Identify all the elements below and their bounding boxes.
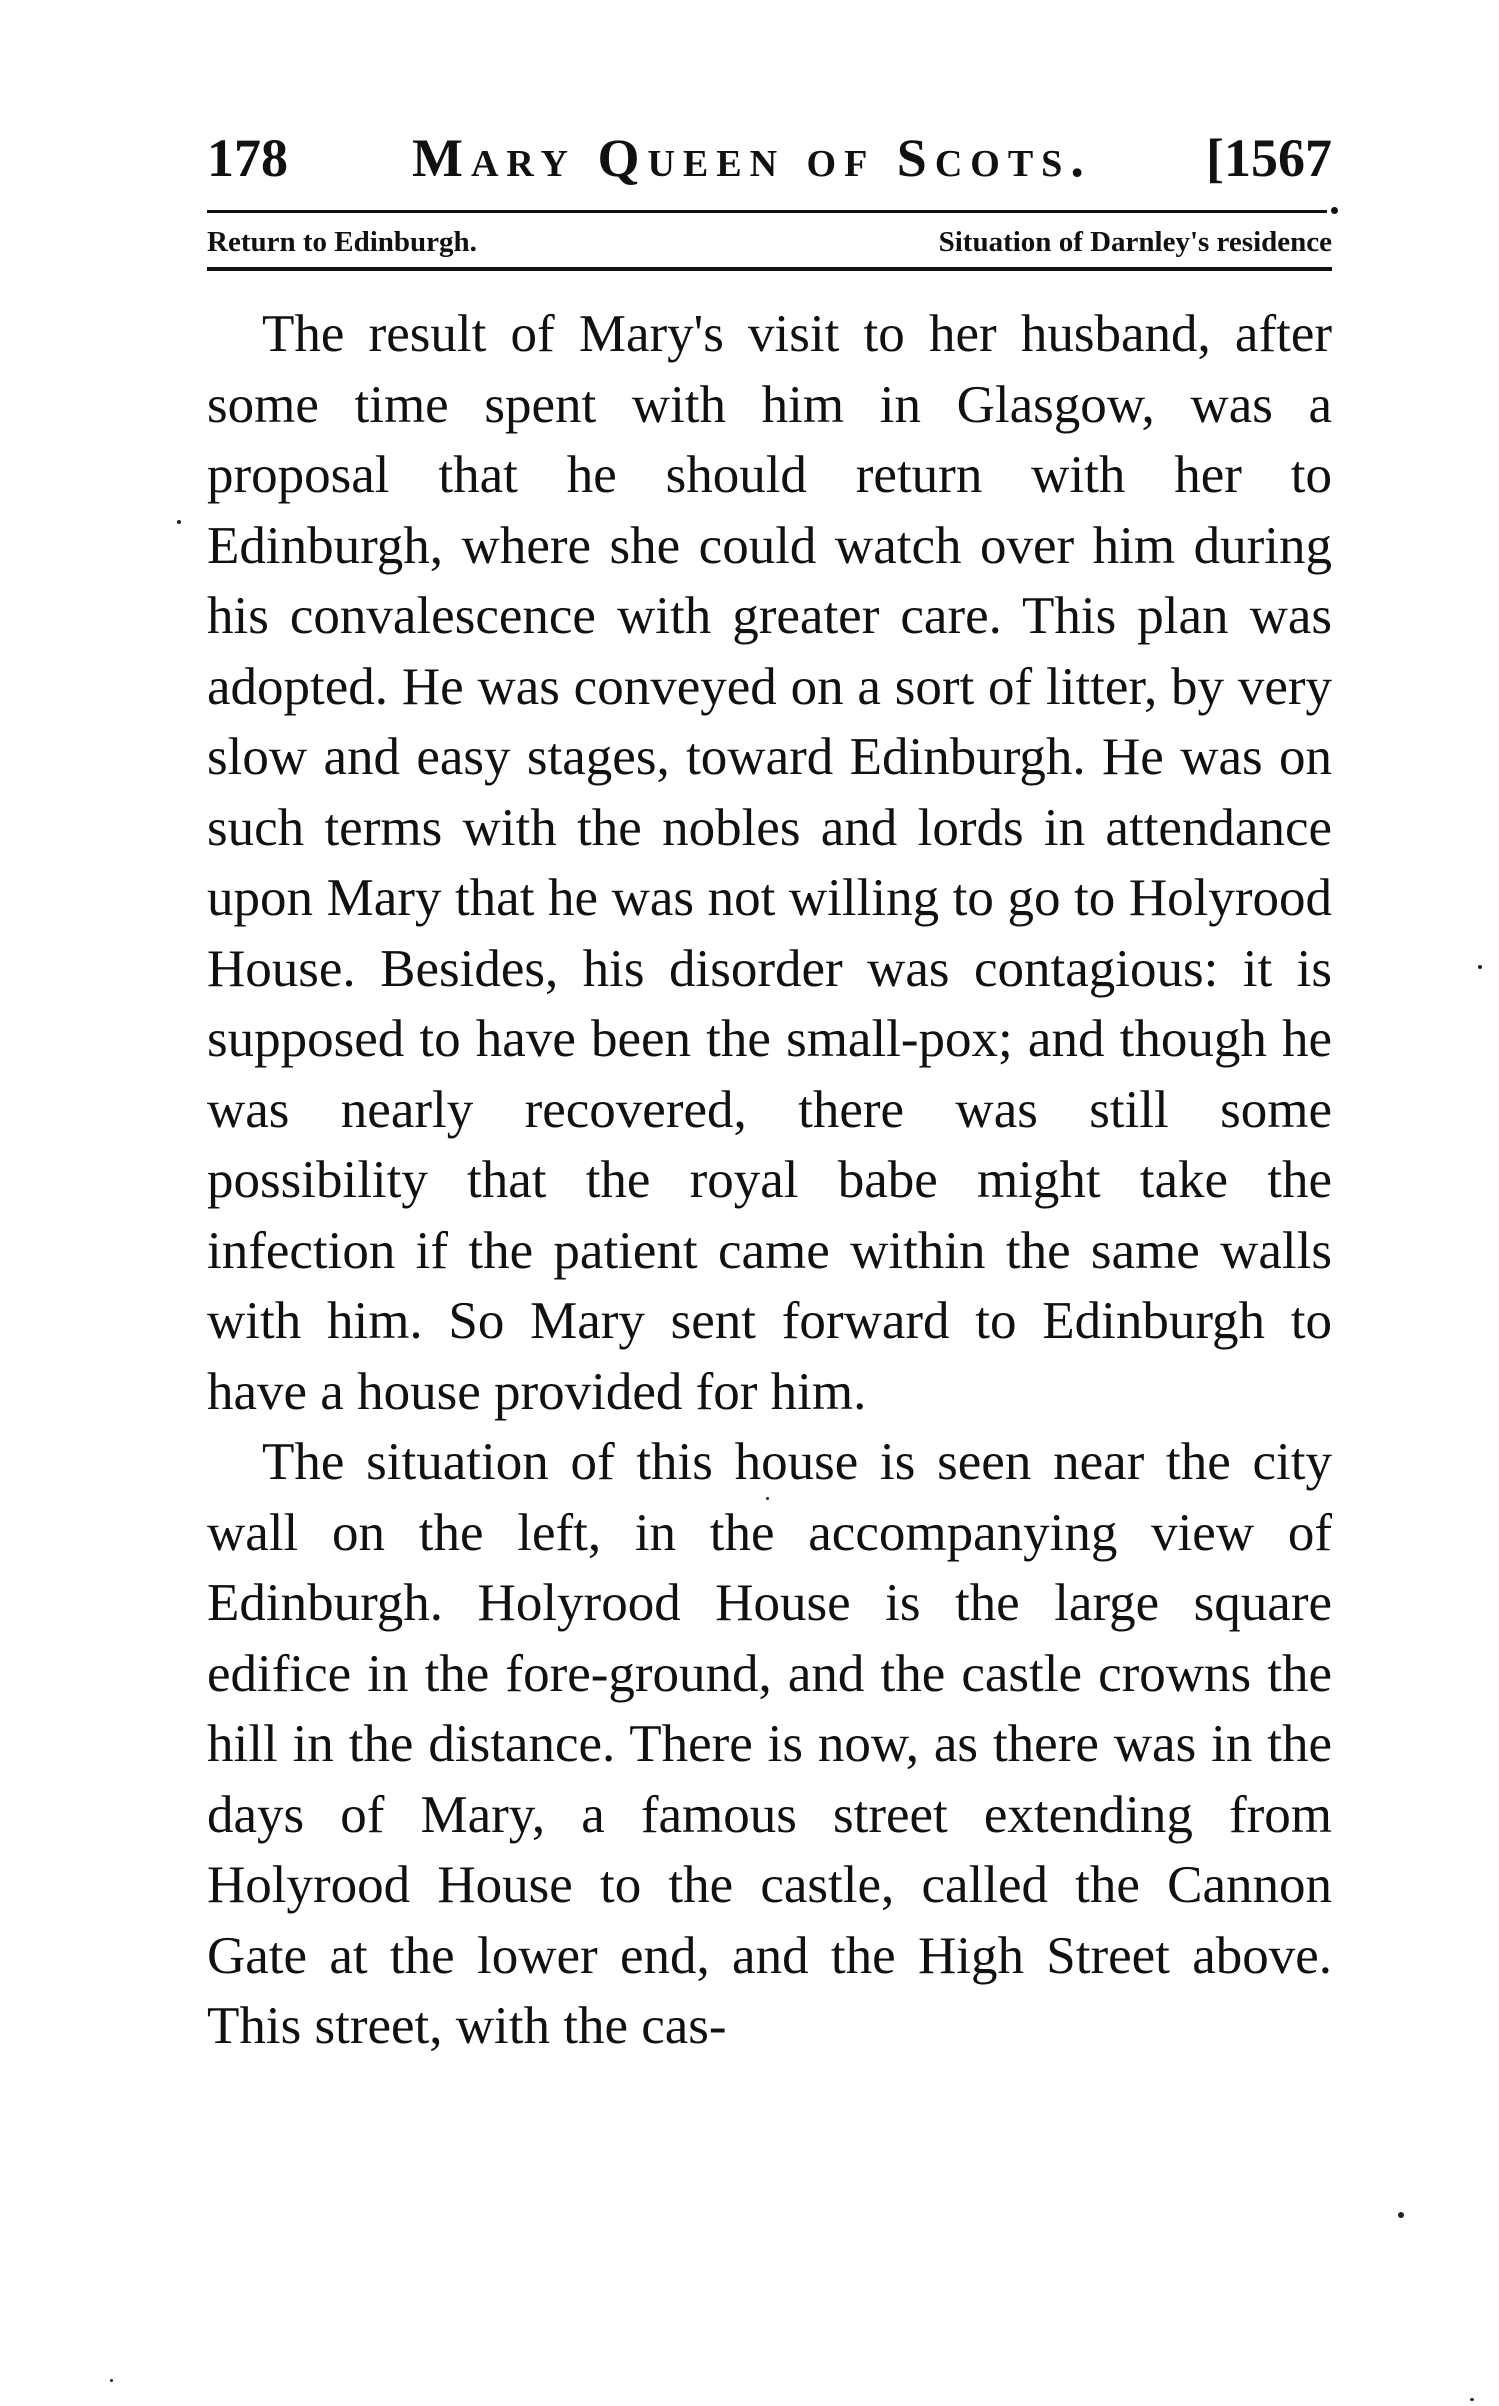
page-number: 178 <box>207 128 288 188</box>
marginal-subheads <box>207 222 1332 262</box>
body-text <box>207 299 1332 2062</box>
scan-speck <box>1398 2212 1404 2218</box>
paragraph-1: The result of Mary's visit to her husband, after some time spent with him in Glasgow, was a proposal that he should return with her to Edinburgh, where she could watch over him during his convalescence with greater care. This plan was adopted. He was conveyed on a sort of litter, by very slow and easy stages, toward Edinburgh. He was on such terms with the nobles and lords in attendance upon Mary that he was not willing to go to Holyrood House. Besides, his disorder was contagious: it is supposed to have been the small-pox; and though he was nearly recovered, there was still some possibility that the royal babe might take the infection if the patient came within the same walls with him. So Mary sent forward to Edinburgh to have a house provided for him. <box>207 305 1332 1421</box>
rule-end-dot <box>1331 207 1338 214</box>
paragraph-2: The situation of this house is seen near the city wall on the left, in the accompanying view of Edinburgh. Holyrood House is the large square edifice in the fore-ground, and the castle crowns the hill in the distance. There is now, as there was in the days of Mary, a famous street extending from Holyrood House to the castle, called the Cannon Gate at the lower end, and the High Street above. This street, with the cas- <box>207 1433 1332 2055</box>
scan-speck <box>177 520 181 524</box>
scan-speck <box>1470 2398 1474 2401</box>
scan-speck <box>766 1497 769 1500</box>
scan-speck <box>110 2379 113 2382</box>
header-rule-top <box>207 210 1327 213</box>
year-marker: [1567 <box>1206 128 1332 188</box>
book-title: Mary Queen of Scots. <box>412 128 1092 188</box>
running-head <box>207 118 1332 198</box>
subhead-left: Return to Edinburgh. <box>207 226 477 258</box>
header-rule-bottom <box>207 267 1332 271</box>
subhead-right: Situation of Darnley's residence <box>938 226 1332 258</box>
scan-speck <box>1478 965 1482 969</box>
